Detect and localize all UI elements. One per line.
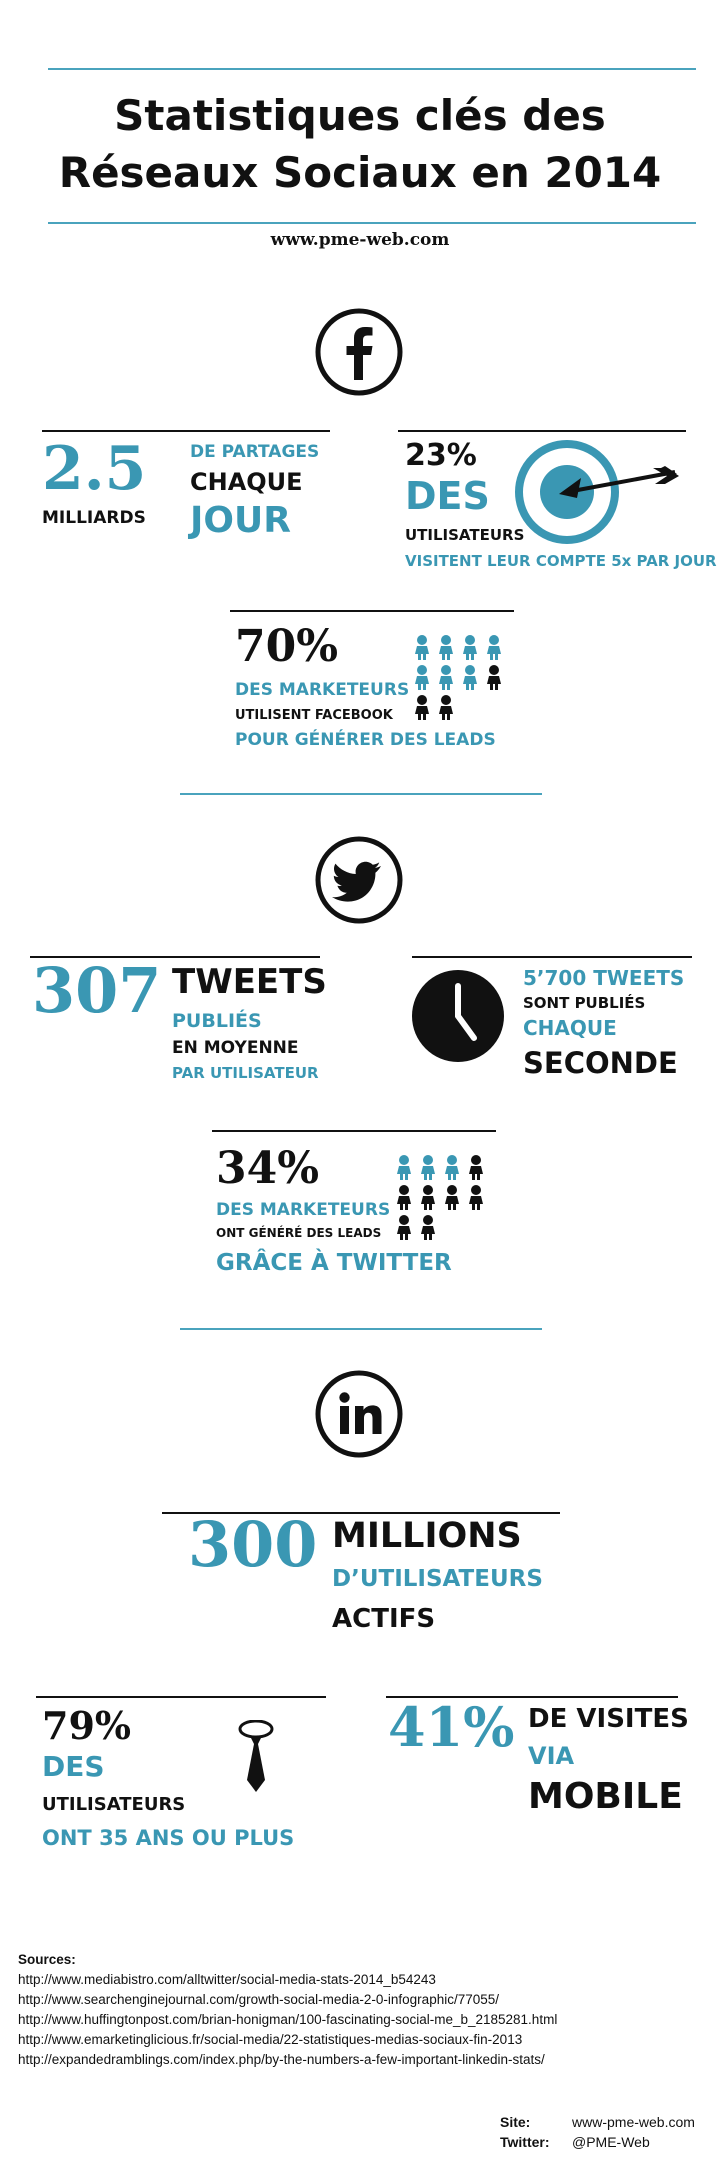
fb-stat3-rule <box>230 610 514 612</box>
person-icon <box>397 1215 411 1240</box>
li-stat2-number: 79% <box>42 1703 131 1748</box>
fb-stat2-line2: UTILISATEURS <box>405 526 525 544</box>
fb-stat3-line3: POUR GÉNÉRER DES LEADS <box>235 730 496 750</box>
fb-stat1-line3: JOUR <box>190 500 291 541</box>
person-icon <box>415 665 429 690</box>
fb-stat1-line2: CHAQUE <box>190 468 303 496</box>
tw-people-grid <box>392 1154 488 1244</box>
person-icon <box>469 1185 483 1210</box>
website-link[interactable]: www.pme-web.com <box>270 230 450 250</box>
twitter-section-divider <box>180 1328 542 1330</box>
person-icon <box>469 1155 483 1180</box>
fb-stat2-line3: VISITENT LEUR COMPTE 5x PAR JOUR <box>405 552 717 570</box>
person-icon <box>415 635 429 660</box>
fb-stat1-line1: DE PARTAGES <box>190 442 320 462</box>
source-link[interactable]: http://www.mediabistro.com/alltwitter/social-media-stats-2014_b54243 <box>18 1972 436 1987</box>
person-icon <box>397 1155 411 1180</box>
fb-stat2-line1: DES <box>405 474 490 518</box>
twitter-icon <box>315 836 403 924</box>
facebook-icon <box>315 308 403 396</box>
tie-icon <box>236 1720 276 1794</box>
tw-stat2-line2: SONT PUBLIÉS <box>523 994 646 1012</box>
target-arrow-icon <box>515 440 685 544</box>
tw-stat3-line2: ONT GÉNÉRÉ DES LEADS <box>216 1226 382 1240</box>
person-icon <box>421 1215 435 1240</box>
li-stat1-line2: D’UTILISATEURS <box>332 1566 543 1592</box>
person-icon <box>439 665 453 690</box>
fb-stat3-line2: UTILISENT FACEBOOK <box>235 708 393 723</box>
facebook-section-divider <box>180 793 542 795</box>
fb-stat3-line1: DES MARKETEURS <box>235 680 410 700</box>
fb-stat1-rule <box>42 430 330 432</box>
tw-stat2-line1: 5’700 TWEETS <box>523 966 685 990</box>
fb-stat2-rule <box>398 430 686 432</box>
fb-stat1-number: 2.5 <box>42 434 147 504</box>
page-title-line1: Statistiques clés des <box>114 91 606 140</box>
person-icon <box>439 695 453 720</box>
sources-label: Sources: <box>18 1952 76 1967</box>
header-top-rule <box>48 68 696 70</box>
footer-site-label: Site: <box>500 2114 531 2130</box>
source-link[interactable]: http://expandedramblings.com/index.php/by-the-numbers-a-few-important-linkedin-stats/ <box>18 2052 545 2067</box>
footer-twitter-label: Twitter: <box>500 2134 550 2150</box>
li-stat1-number: 300 <box>188 1508 318 1581</box>
li-stat2-line1: DES <box>42 1750 105 1783</box>
footer-site-value[interactable]: www-pme-web.com <box>572 2114 695 2130</box>
tw-stat3-line3: GRÂCE À TWITTER <box>216 1250 452 1276</box>
tw-stat3-number: 34% <box>216 1143 320 1194</box>
tw-stat1-line3: EN MOYENNE <box>172 1038 299 1058</box>
tw-stat2-rule <box>412 956 692 958</box>
person-icon <box>463 665 477 690</box>
page-title-line2: Réseaux Sociaux en 2014 <box>58 148 662 197</box>
person-icon <box>421 1155 435 1180</box>
clock-icon <box>410 968 506 1064</box>
li-stat3-line1: DE VISITES <box>528 1704 689 1734</box>
tw-stat3-line1: DES MARKETEURS <box>216 1200 391 1220</box>
li-stat3-line3: MOBILE <box>528 1776 683 1817</box>
tw-stat1-number: 307 <box>32 954 162 1027</box>
person-icon <box>439 635 453 660</box>
tw-stat2-line4: SECONDE <box>523 1046 678 1080</box>
fb-stat1-unit: MILLIARDS <box>42 508 146 528</box>
li-stat3-number: 41% <box>388 1695 515 1759</box>
person-icon <box>487 635 501 660</box>
fb-stat3-number: 70% <box>235 621 339 672</box>
person-icon <box>421 1185 435 1210</box>
li-stat2-rule <box>36 1696 326 1698</box>
source-link[interactable]: http://www.huffingtonpost.com/brian-honigman/100-fascinating-social-me_b_2185281.html <box>18 2012 558 2027</box>
person-icon <box>487 665 501 690</box>
source-link[interactable]: http://www.searchenginejournal.com/growth-social-media-2-0-infographic/77055/ <box>18 1992 499 2007</box>
tw-stat2-line3: CHAQUE <box>523 1016 617 1040</box>
tw-stat1-line4: PAR UTILISATEUR <box>172 1064 319 1082</box>
li-stat1-line3: ACTIFS <box>332 1604 436 1634</box>
sources-block <box>18 1950 708 2070</box>
person-icon <box>397 1185 411 1210</box>
fb-stat2-number: 23% <box>405 438 477 473</box>
li-stat1-line1: MILLIONS <box>332 1516 522 1556</box>
person-icon <box>463 635 477 660</box>
header-bottom-rule <box>48 222 696 224</box>
li-stat2-line3: ONT 35 ANS OU PLUS <box>42 1826 295 1850</box>
li-stat3-line2: VIA <box>528 1742 575 1770</box>
fb-people-grid <box>410 634 506 724</box>
tw-stat1-line2: PUBLIÉS <box>172 1010 262 1032</box>
footer-twitter-value[interactable]: @PME-Web <box>572 2134 650 2150</box>
tw-stat1-line1: TWEETS <box>172 962 327 1002</box>
person-icon <box>415 695 429 720</box>
tw-stat3-rule <box>212 1130 496 1132</box>
li-stat2-line2: UTILISATEURS <box>42 1794 186 1815</box>
linkedin-icon <box>315 1370 403 1458</box>
person-icon <box>445 1185 459 1210</box>
person-icon <box>445 1155 459 1180</box>
source-link[interactable]: http://www.emarketinglicious.fr/social-media/22-statistiques-medias-sociaux-fin-2013 <box>18 2032 523 2047</box>
